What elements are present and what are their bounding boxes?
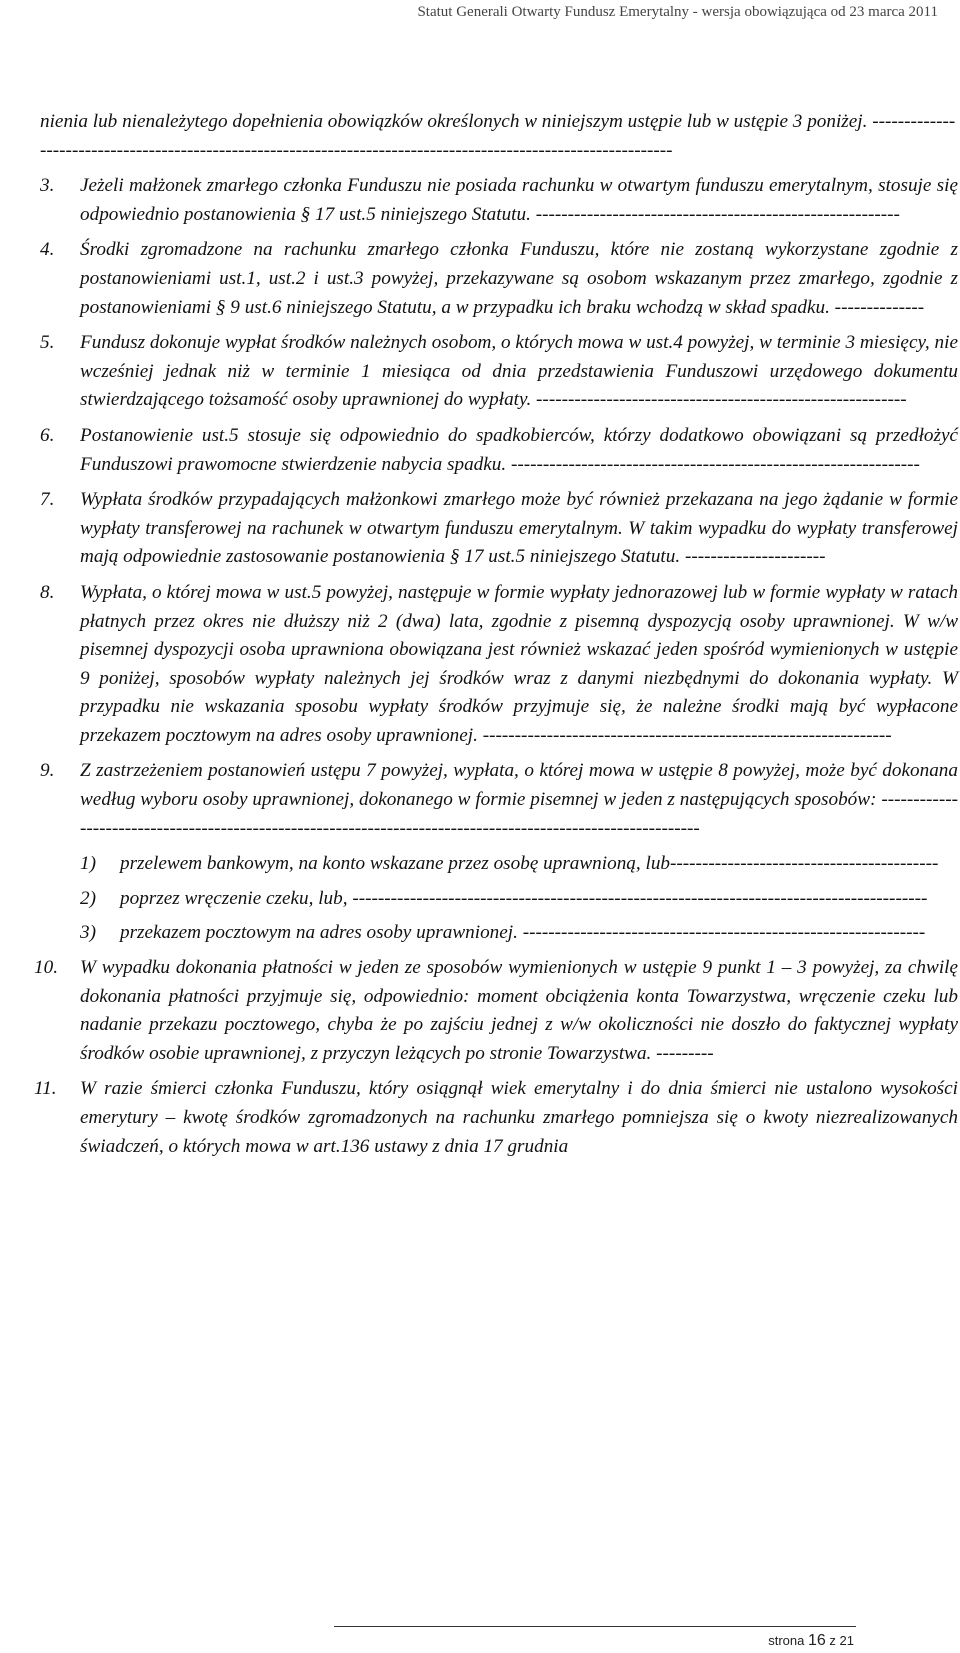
- numbered-list: [34, 172, 958, 1161]
- item-text: W wypadku dokonania płatności w jeden ze sposobów wymienionych w ustępie 9 punkt 1 – 3 powyżej, za chwilę dokonania płatności przyjmuje się, odpowiednio: moment obciążenia konta Towarzystwa, wręczenie czeku lub nadanie przekazu pocztowego, chyba że po zajściu jednej z w/w okoliczności nie doszło do faktycznej wypłaty środków osobie uprawnionej, z przyczyn leżących po stronie Towarzystwa. ---------: [80, 957, 958, 1064]
- item-number: 3.: [40, 175, 55, 197]
- sub-item-text: przelewem bankowym, na konto wskazane przez osobę uprawnioną, lub------------------------------------------: [120, 853, 939, 875]
- item-text: Wypłata środków przypadających małżonkowi zmarłego może być również przekazana na jego żądanie w formie wypłaty transferowej na rachunek w otwartym funduszu emerytalnym. W takim wypadku do wypłaty transferowej mają odpowiednie zastosowanie postanowienia § 17 ust.5 niniejszego Statutu. ----------------------: [80, 489, 958, 568]
- item-text: Z zastrzeżeniem postanowień ustępu 7 powyżej, wypłata, o której mowa w ustępie 8 powyżej, może być dokonana według wyboru osoby uprawnionej, dokonanego w formie pisemnej w jeden z następujących sposobów: -------------------------------------------------------------------------------------------------------------: [80, 760, 958, 839]
- item-text: Wypłata, o której mowa w ust.5 powyżej, następuje w formie wypłaty jednorazowej lub w formie wypłaty w ratach płatnych przez okres nie dłuższy niż 2 (dwa) lata, zgodnie z pisemną dyspozycją osoby uprawnionej. W w/w pisemnej dyspozycji osoba uprawniona obowiązana jest również wskazać jeden spośród wymienionych w ustępie 9 poniżej, sposobów wypłaty należnych jej środków wraz z danymi niezbędnymi do dokonania wypłaty. W przypadku nie wskazania sposobu wypłaty środków przyjmuje się, że należne środki mają być wypłacone przekazem pocztowym na adres osoby uprawnionej. ----------------------------------------------------------------: [80, 581, 958, 746]
- sub-item-1: [80, 850, 958, 879]
- sub-item-number: 1): [80, 853, 96, 875]
- list-item-4: [40, 236, 958, 322]
- sub-item-2: [80, 885, 958, 914]
- item-text: Postanowienie ust.5 stosuje się odpowiednio do spadkobierców, którzy dodatkowo obowiązani są przedłożyć Funduszowi prawomocne stwierdzenie nabycia spadku. ----------------------------------------------------------------: [80, 424, 958, 475]
- item-text: W razie śmierci członka Funduszu, który osiągnął wiek emerytalny i do dnia śmierci nie ustalono wysokości emerytury – kwotę środków zgromadzonych na rachunku zmarłego pomniejsza się o kwoty niezrealizowanych świadczeń, o których mowa w art.136 ustawy z dnia 17 grudnia: [80, 1078, 958, 1157]
- item-number: 5.: [40, 332, 55, 354]
- sub-item-text: przekazem pocztowym na adres osoby uprawnionej. ---------------------------------------------------------------: [120, 922, 926, 944]
- sub-item-3: [80, 919, 958, 948]
- footer-divider: [334, 1626, 856, 1627]
- page-total: z 21: [829, 1633, 854, 1648]
- list-item-3: [40, 172, 958, 229]
- sub-item-number: 3): [80, 922, 96, 944]
- list-item-5: [40, 329, 958, 415]
- list-item-9: [40, 757, 958, 843]
- list-item-10: [34, 954, 958, 1068]
- item-text: Środki zgromadzone na rachunku zmarłego członka Funduszu, które nie zostaną wykorzystane zgodnie z postanowieniami ust.1, ust.2 i ust.3 powyżej, przekazywane są osobom wskazanym przez zmarłego, zgodnie z postanowieniami § 9 ust.6 niniejszego Statutu, a w przypadku ich braku wchodzą w skład spadku. --------------: [80, 239, 958, 318]
- sub-item-text: poprzez wręczenie czeku, lub, ------------------------------------------------------------------------------------------: [120, 887, 928, 909]
- item-number: 7.: [40, 489, 55, 511]
- item-number: 10.: [34, 957, 58, 979]
- sub-item-number: 2): [80, 887, 96, 909]
- list-item-8: [40, 579, 958, 751]
- item-number: 6.: [40, 424, 55, 446]
- document-body: [34, 108, 958, 1168]
- list-item-11: [34, 1075, 958, 1161]
- document-header: Statut Generali Otwarty Fundusz Emerytalny - wersja obowiązująca od 23 marca 2011: [417, 4, 938, 20]
- item-number: 9.: [40, 760, 55, 782]
- list-item-7: [40, 486, 958, 572]
- item-text: Jeżeli małżonek zmarłego członka Funduszu nie posiada rachunku w otwartym funduszu emerytalnym, stosuje się odpowiednio postanowienia § 17 ust.5 niniejszego Statutu. ---------------------------------------------------------: [80, 175, 958, 225]
- item-number: 11.: [34, 1078, 57, 1100]
- page-footer: [768, 1632, 854, 1650]
- item-text: Fundusz dokonuje wypłat środków należnych osobom, o których mowa w ust.4 powyżej, w terminie 3 miesięcy, nie wcześniej jednak niż w terminie 1 miesiąca od dnia przedstawienia Funduszowi urzędowego dokumentu stwierdzającego tożsamość osoby uprawnionej do wypłaty. ----------------------------------------------------------: [80, 332, 958, 411]
- item-number: 4.: [40, 239, 55, 261]
- page-label: strona: [768, 1633, 805, 1648]
- list-item-6: [40, 422, 958, 479]
- page-number: 16: [808, 1632, 826, 1649]
- paragraph-continuation: nienia lub nienależytego dopełnienia obowiązków określonych w niniejszym ustępie lub w ustępie 3 poniżej. ----------------------------------------------------------------------------------------------------------------: [40, 111, 956, 161]
- item-number: 8.: [40, 581, 55, 603]
